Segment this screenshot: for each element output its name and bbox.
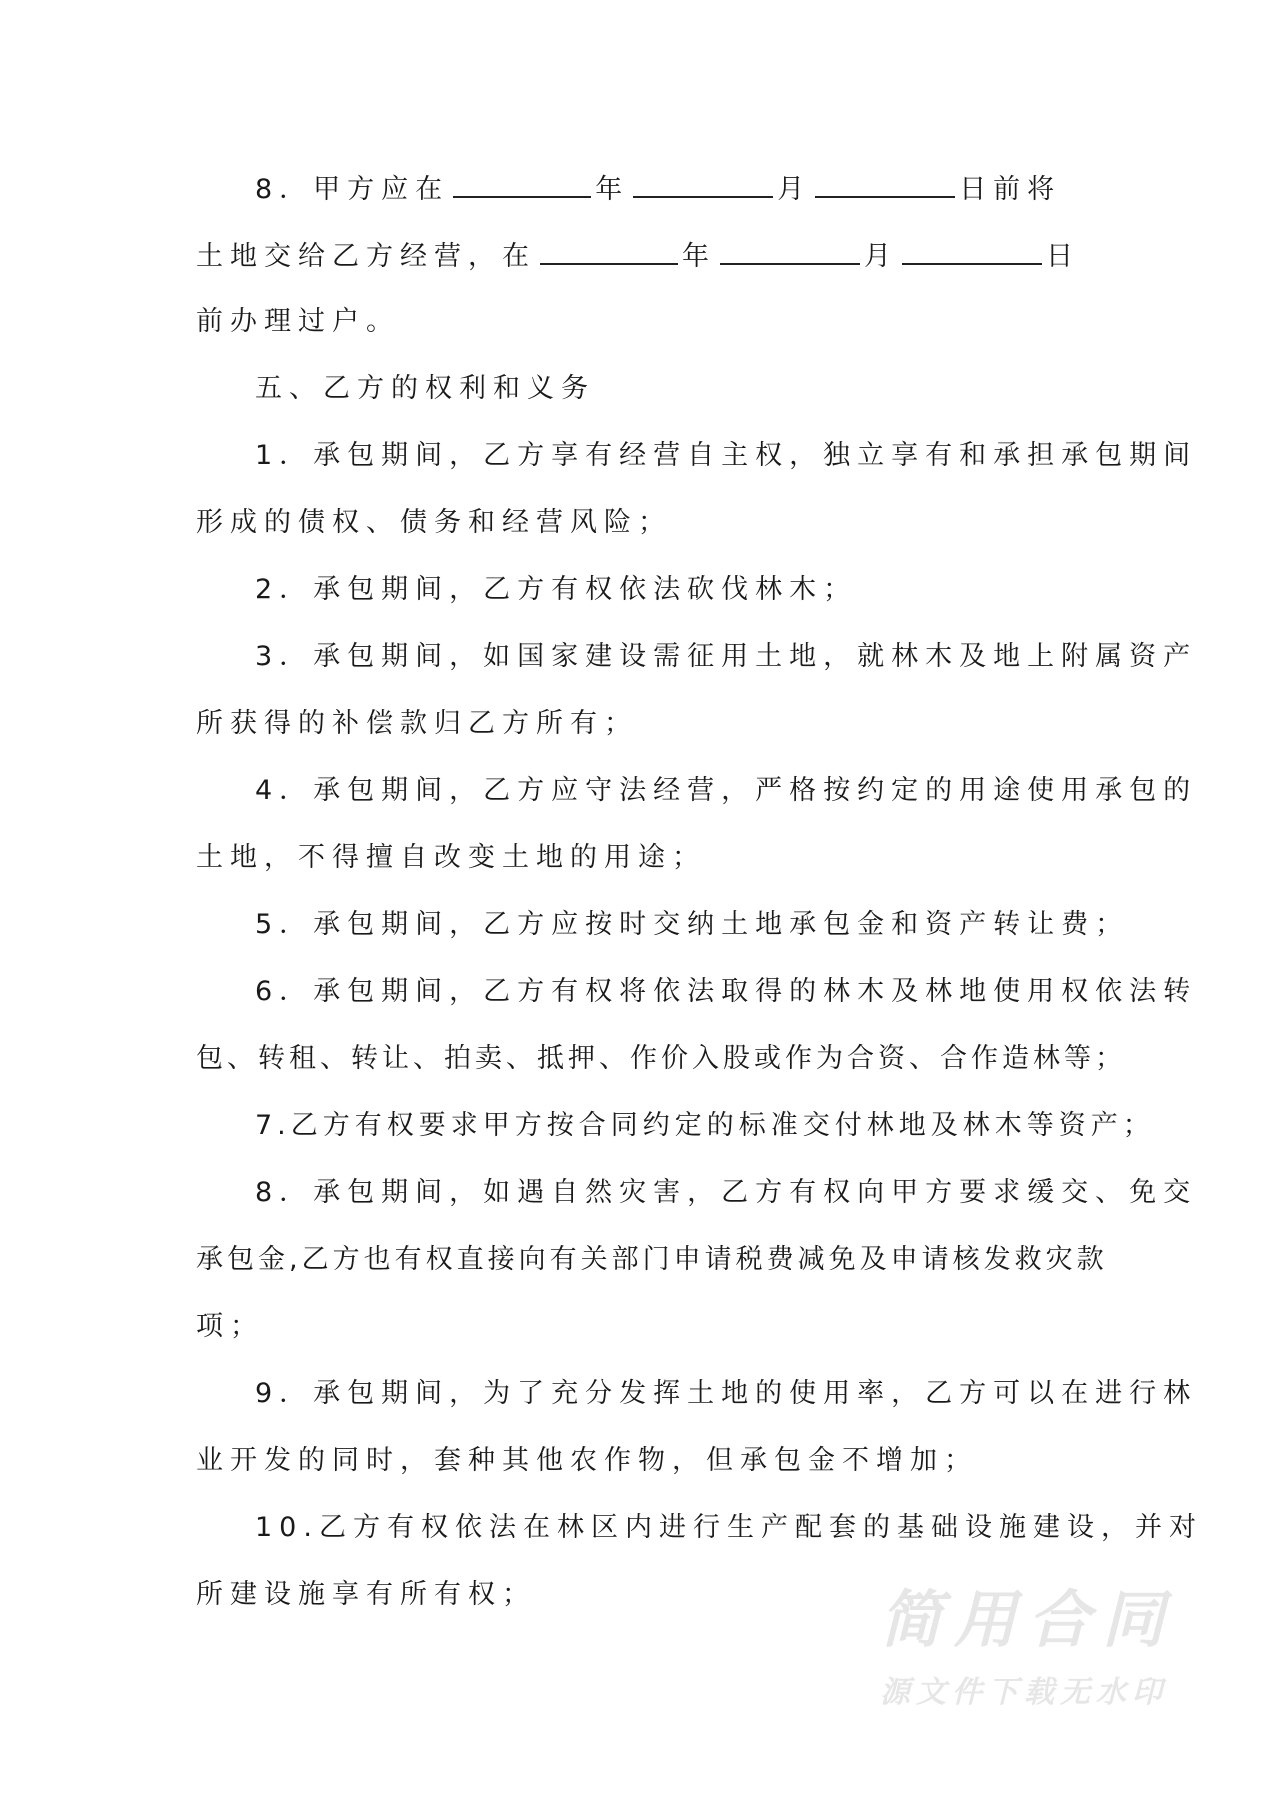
item-8-line-2: 承包金,乙方也有权直接向有关部门申请税费减免及申请核发救灾款 (196, 1244, 1108, 1275)
item-4-line-2: 土地，不得擅自改变土地的用途； (196, 842, 706, 873)
day-blank (815, 168, 955, 198)
item-9-line-1: 9．承包期间，为了充分发挥土地的使用率，乙方可以在进行林 (255, 1378, 1198, 1409)
clause-8-prefix: 8．甲方应在 (255, 174, 450, 205)
clause-8-line-1 (255, 168, 1061, 208)
clause-8-line-3: 前办理过户。 (196, 306, 400, 337)
item-8-line-3: 项； (196, 1311, 264, 1342)
month-label-2: 月 (864, 241, 898, 272)
item-10-line-1: 10.乙方有权依法在林区内进行生产配套的基础设施建设，并对 (255, 1512, 1203, 1543)
day-suffix: 日前将 (959, 174, 1062, 205)
item-1-line-1: 1．承包期间，乙方享有经营自主权，独立享有和承担承包期间 (255, 440, 1198, 471)
item-10-line-2: 所建设施享有所有权； (196, 1579, 536, 1610)
item-7-line-1: 7.乙方有权要求甲方按合同约定的标准交付林地及林木等资产； (255, 1110, 1155, 1141)
item-6-line-1: 6．承包期间，乙方有权将依法取得的林木及林地使用权依法转 (255, 976, 1198, 1007)
item-6-line-2: 包、转租、转让、拍卖、抵押、作价入股或作为合资、合作造林等； (196, 1043, 1126, 1074)
year-label-2: 年 (682, 241, 716, 272)
item-1-line-2: 形成的债权、债务和经营风险； (196, 507, 672, 538)
item-3-line-2: 所获得的补偿款归乙方所有； (196, 708, 638, 739)
clause-8-line2-prefix: 土地交给乙方经营，在 (196, 241, 536, 272)
day-label-2: 日 (1046, 241, 1080, 272)
watermark-title: 简用合同 (880, 1583, 1177, 1656)
watermark (880, 1585, 1176, 1713)
watermark-subtitle: 源文件下载无水印 (880, 1675, 1168, 1710)
clause-8-line-2 (196, 235, 1080, 275)
item-9-line-2: 业开发的同时，套种其他农作物，但承包金不增加； (196, 1445, 978, 1476)
year-label: 年 (595, 174, 630, 205)
item-5-line-1: 5．承包期间，乙方应按时交纳土地承包金和资产转让费； (255, 909, 1130, 940)
day-blank-2 (902, 235, 1042, 265)
item-8-line-1: 8．承包期间，如遇自然灾害，乙方有权向甲方要求缓交、免交 (255, 1177, 1198, 1208)
item-4-line-1: 4．承包期间，乙方应守法经营，严格按约定的用途使用承包的 (255, 775, 1198, 806)
item-2-line-1: 2．承包期间，乙方有权依法砍伐林木； (255, 574, 858, 605)
month-label: 月 (777, 174, 812, 205)
month-blank-2 (720, 235, 860, 265)
section-5-heading: 五、乙方的权利和义务 (255, 373, 595, 404)
item-3-line-1: 3．承包期间，如国家建设需征用土地，就林木及地上附属资产 (255, 641, 1198, 672)
year-blank (453, 168, 591, 198)
year-blank-2 (540, 235, 678, 265)
month-blank (633, 168, 773, 198)
